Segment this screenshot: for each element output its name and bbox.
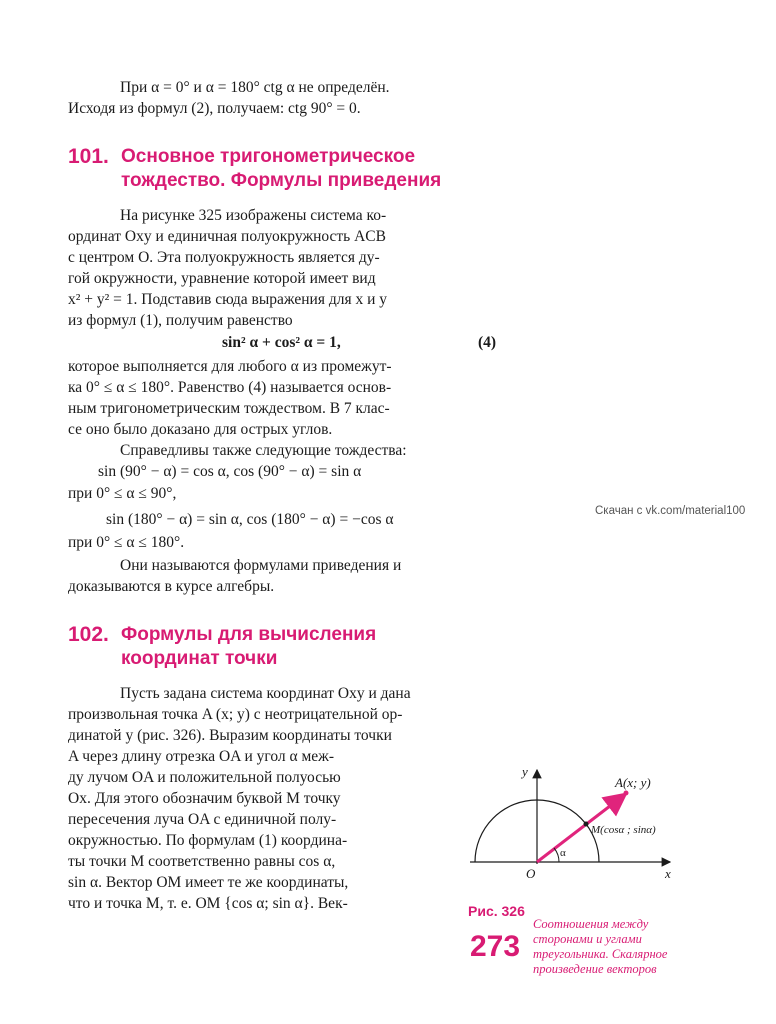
origin-label: O [526, 866, 536, 881]
section-102-line: Пусть задана система координат Oxy и дана [120, 685, 411, 702]
section-102-line: Ox. Для этого обозначим буквой M точку [68, 790, 341, 807]
section-102-number: 102. [68, 623, 109, 646]
section-102-line: ду лучом OA и положительной полуосью [68, 769, 341, 786]
section-102-line: sin α. Вектор OM имеет те же координаты, [68, 874, 349, 891]
section-101-closing-line-1: Они называются формулами приведения и [120, 557, 402, 574]
section-101-number: 101. [68, 145, 109, 168]
section-101-line: из формул (1), получим равенство [68, 312, 293, 329]
footer-line: треугольника. Скалярное [533, 947, 668, 961]
footer-line: Соотношения между [533, 917, 649, 931]
angle-alpha-label: α [560, 847, 566, 859]
section-101-line: ка 0° ≤ α ≤ 180°. Равенство (4) называется основ- [68, 379, 392, 396]
section-102-line: что и точка M, т. е. OM {cos α; sin α}. Век- [68, 895, 348, 912]
axis-x-label: x [665, 866, 671, 881]
section-101-title-line-2: тождество. Формулы приведения [121, 170, 442, 191]
identity-condition-2: при 0° ≤ α ≤ 180°. [68, 534, 185, 551]
identity-condition-1: при 0° ≤ α ≤ 90°, [68, 485, 177, 502]
identity-formula-2: sin (180° − α) = sin α, cos (180° − α) = −cos α [106, 511, 394, 528]
point-m-label: M(cosα ; sinα) [591, 824, 656, 836]
identity-formula-1: sin (90° − α) = cos α, cos (90° − α) = sin α [98, 463, 362, 480]
main-identity-equation: sin² α + cos² α = 1, [222, 334, 341, 351]
section-101-line: гой окружности, уравнение которой имеет вид [68, 270, 376, 287]
section-102-line: динатой y (рис. 326). Выразим координаты точки [68, 727, 392, 744]
section-101-line: се оно было доказано для острых углов. [68, 421, 333, 438]
identities-intro: Справедливы также следующие тождества: [120, 442, 407, 459]
footer-line: произведение векторов [533, 962, 657, 976]
section-101-line: с центром O. Эта полуокружность является ду- [68, 249, 380, 266]
watermark-text: Скачан с vk.com/material100 [595, 505, 746, 517]
section-101-title-line-1: Основное тригонометрическое [121, 146, 416, 167]
section-101-line: ординат Oxy и единичная полуокружность ACB [68, 228, 386, 245]
equation-number: (4) [478, 334, 497, 351]
section-102-line: окружностью. По формулам (1) координа- [68, 832, 348, 849]
section-102-line: пересечения луча OA с единичной полу- [68, 811, 337, 828]
section-101-line: которое выполняется для любого α из промежут- [68, 358, 392, 375]
page-number: 273 [470, 930, 521, 963]
point-a [624, 791, 629, 796]
section-102-line: A через длину отрезка OA и угол α меж- [68, 748, 335, 765]
section-101-line: x² + y² = 1. Подставив сюда выражения для x и y [68, 291, 388, 308]
point-a-label: A(x; y) [615, 775, 651, 790]
section-102-line: ты точки M соответственно равны cos α, [68, 853, 336, 870]
section-102-title-line-2: координат точки [121, 648, 278, 669]
section-102-line: произвольная точка A (x; y) с неотрицательной ор- [68, 706, 403, 723]
section-101-closing-line-2: доказываются в курсе алгебры. [68, 578, 275, 595]
figure-caption: Рис. 326 [468, 903, 525, 919]
intro-line-1: При α = 0° и α = 180° ctg α не определён. [120, 79, 390, 96]
unit-semicircle-figure [460, 760, 700, 900]
footer-line: сторонами и углами [533, 932, 642, 946]
axis-y-label: y [522, 764, 528, 779]
intro-line-2: Исходя из формул (2), получаем: ctg 90° = 0. [68, 100, 361, 117]
point-m [584, 822, 589, 827]
section-101-line: ным тригонометрическим тождеством. В 7 клас- [68, 400, 390, 417]
section-102-title-line-1: Формулы для вычисления [121, 624, 377, 645]
section-101-line: На рисунке 325 изображены система ко- [120, 207, 387, 224]
